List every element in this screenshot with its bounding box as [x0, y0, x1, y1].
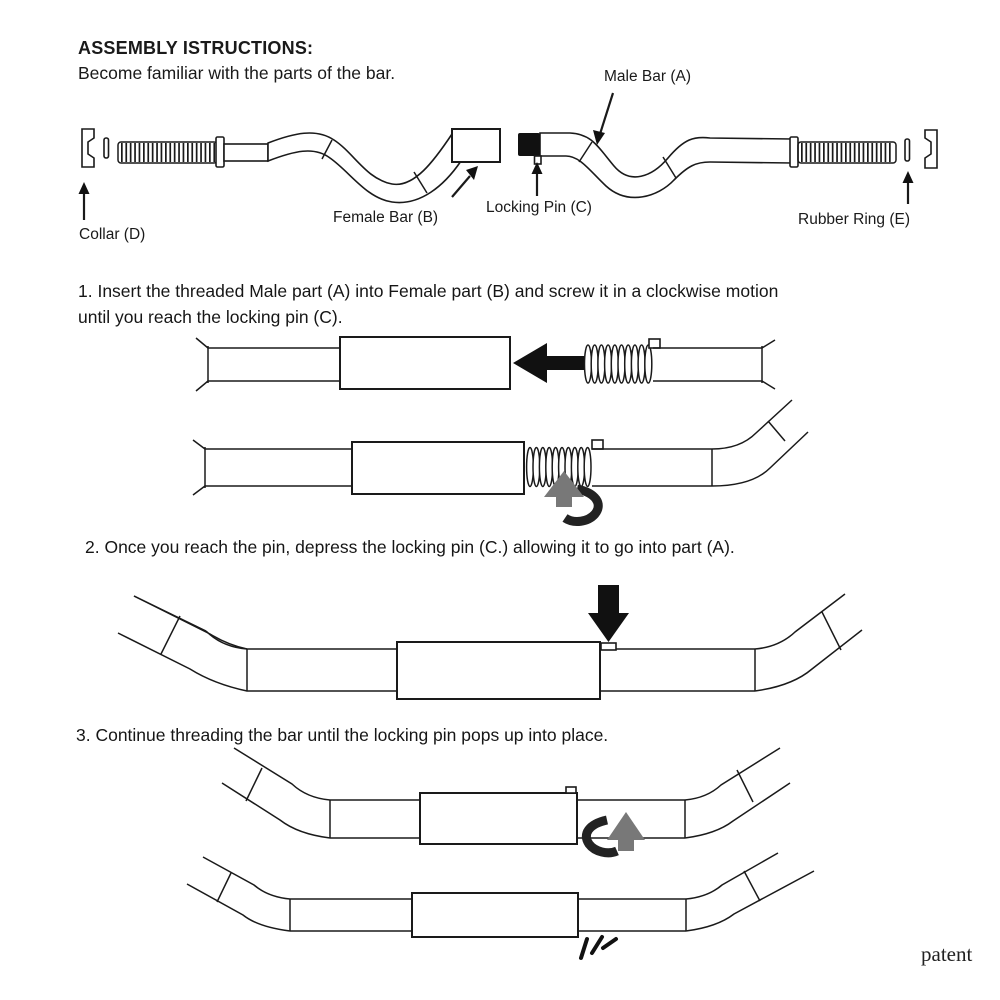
locking-pin	[649, 339, 660, 348]
sleeve	[397, 642, 600, 699]
male-bar	[518, 133, 792, 197]
step2-line1: 2. Once you reach the pin, depress the locking pin (C.) allowing it to go into part (A).	[85, 537, 735, 557]
male-bar-end-cap	[518, 133, 540, 156]
step1-diagram-screw	[193, 400, 808, 521]
threaded-rod-right	[790, 137, 896, 167]
sleeve	[352, 442, 524, 494]
step1-line2: until you reach the locking pin (C).	[78, 307, 343, 327]
step1-text	[78, 278, 778, 330]
page-title: ASSEMBLY ISTRUCTIONS:	[78, 38, 314, 58]
label-arrow-collar-icon	[79, 182, 90, 220]
sleeve	[412, 893, 578, 937]
coupler-sleeve	[452, 129, 500, 162]
patent-text: patent	[921, 942, 973, 966]
rotate-arrow-icon	[586, 812, 645, 853]
pop-marks-icon	[581, 937, 616, 958]
step1-diagram-insert	[196, 337, 775, 391]
step3-line1: 3. Continue threading the bar until the locking pin pops up into place.	[76, 725, 609, 745]
press-down-arrow-icon	[588, 585, 629, 642]
label-rubber-ring: Rubber Ring (E)	[798, 211, 910, 228]
female-bar	[268, 133, 461, 203]
locking-pin	[601, 643, 616, 650]
label-female-bar: Female Bar (B)	[333, 209, 439, 226]
ring-left	[104, 138, 109, 158]
step2-diagram	[118, 585, 862, 699]
label-collar: Collar (D)	[79, 226, 146, 243]
locking-pin	[566, 787, 576, 793]
locking-pin	[592, 440, 603, 449]
locking-pin	[535, 156, 542, 164]
collar-right	[925, 130, 937, 168]
rubber-ring	[905, 139, 910, 161]
label-arrow-locking-pin-icon	[532, 162, 543, 196]
sleeve	[340, 337, 510, 389]
label-male-bar: Male Bar (A)	[604, 68, 691, 85]
sleeve	[420, 793, 577, 844]
collar-left	[82, 129, 94, 167]
page-subtitle: Become familiar with the parts of the bar.	[78, 63, 396, 83]
label-arrow-female-bar-icon	[452, 166, 478, 197]
female-bar-tube	[224, 144, 268, 161]
step3-text	[76, 722, 608, 748]
header	[78, 38, 395, 84]
label-arrow-male-bar-icon	[593, 93, 613, 145]
thread-coils	[585, 345, 652, 383]
label-locking-pin: Locking Pin (C)	[486, 199, 592, 216]
label-arrow-rubber-ring-icon	[903, 171, 914, 204]
step2-text	[85, 534, 735, 560]
step3-diagram-final	[187, 853, 814, 958]
step3-diagram-threading	[222, 748, 790, 853]
step1-line1: 1. Insert the threaded Male part (A) into Female part (B) and screw it in a clockwise motion	[78, 281, 779, 301]
threaded-rod-left	[118, 137, 224, 167]
